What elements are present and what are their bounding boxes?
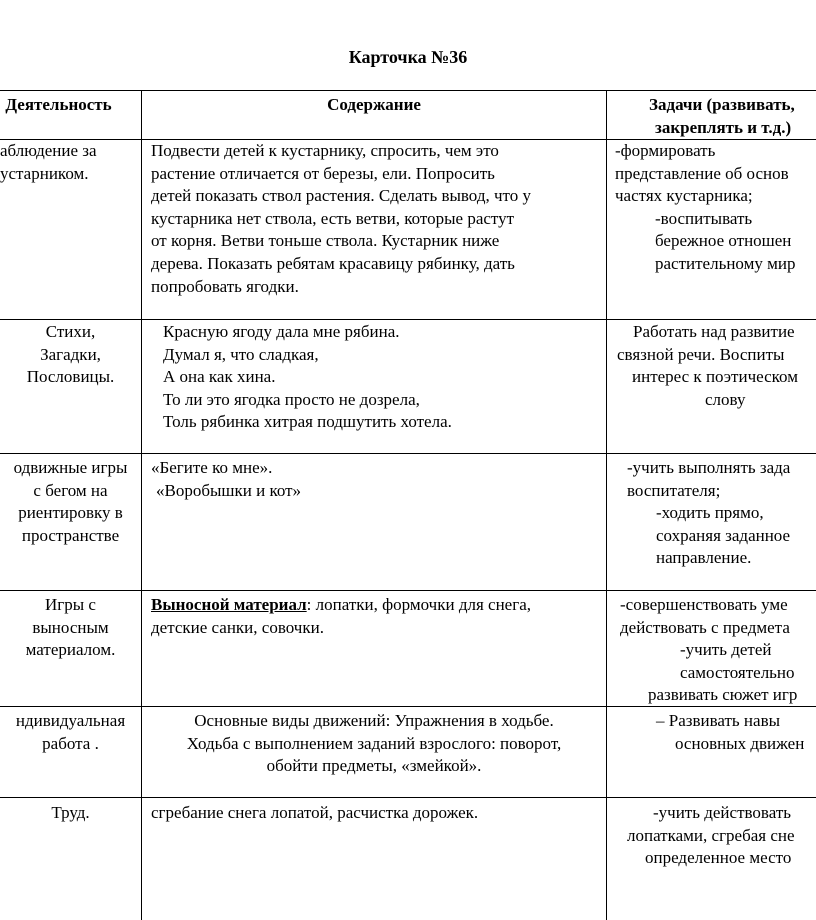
row-4-tasks: -совершенствовать уме действовать с предмета -учить детей самостоятельно развивать сюжет игр — [620, 595, 798, 705]
card-title: Карточка №36 — [348, 47, 468, 67]
table-rule — [141, 90, 142, 920]
row-3-activity: одвижные игры с бегом на риентировку в пространстве — [13, 458, 128, 545]
row-3-tasks: -учить выполнять зада воспитателя; -ходить прямо, сохраняя заданное направление. — [627, 458, 791, 568]
row-6-activity: Труд. — [51, 803, 90, 822]
table-rule — [0, 590, 816, 591]
row-4-content: Выносной материал: лопатки, формочки для снега, детские санки, совочки. — [151, 595, 531, 637]
row-4-activity: Игры с выносным материалом. — [25, 595, 116, 660]
table-rule — [0, 453, 816, 454]
row-5-activity: ндивидуальная работа . — [15, 711, 126, 753]
row-2-activity: Стихи, Загадки, Пословицы. — [26, 322, 115, 387]
table-rule — [0, 319, 816, 320]
header-tasks: Задачи (развивать, закреплять и т.д.) — [649, 95, 795, 137]
row-5-tasks: – Развивать навы основных движен — [656, 711, 805, 753]
row-2-content: Красную ягоду дала мне рябина. Думал я, что сладкая, А она как хина. То ли это ягодка просто не дозрела, Толь рябинка хитрая подшутить хотела. — [163, 322, 452, 432]
row-1-activity: аблюдение за устарником. — [0, 141, 97, 183]
header-content: Содержание — [327, 95, 421, 114]
table-rule — [0, 90, 816, 91]
row-2-tasks: Работать над развитие связной речи. Воспиты интерес к поэтическом слову — [617, 322, 798, 409]
header-activity: Деятельность — [5, 95, 112, 114]
row-3-content: «Бегите ко мне». «Воробышки и кот» — [151, 458, 302, 500]
row-1-content: Подвести детей к кустарнику, спросить, чем это растение отличается от березы, ели. Попросить детей показать ствол растения. Сделать вывод, что у кустарника нет ствола, есть ветви, которые растут от корня. Ветви тоньше ствола. Кустарник ниже дерева. Показать ребятам красавицу рябинку, дать попробовать ягодки. — [151, 141, 531, 296]
row-5-content: Основные виды движений: Упражнения в ходьбе. Ходьба с выполнением заданий взрослого: поворот, обойти предметы, «змейкой». — [186, 711, 562, 776]
row-6-content: сгребание снега лопатой, расчистка дорожек. — [151, 803, 479, 822]
row-6-tasks: -учить действовать лопатками, сгребая сне определенное место — [627, 803, 795, 868]
row-1-tasks: -формировать представление об основ частях кустарника; -воспитывать бережное отношен растительному мир — [615, 141, 796, 273]
table-rule — [0, 797, 816, 798]
equipment-label: Выносной материал — [151, 595, 307, 614]
